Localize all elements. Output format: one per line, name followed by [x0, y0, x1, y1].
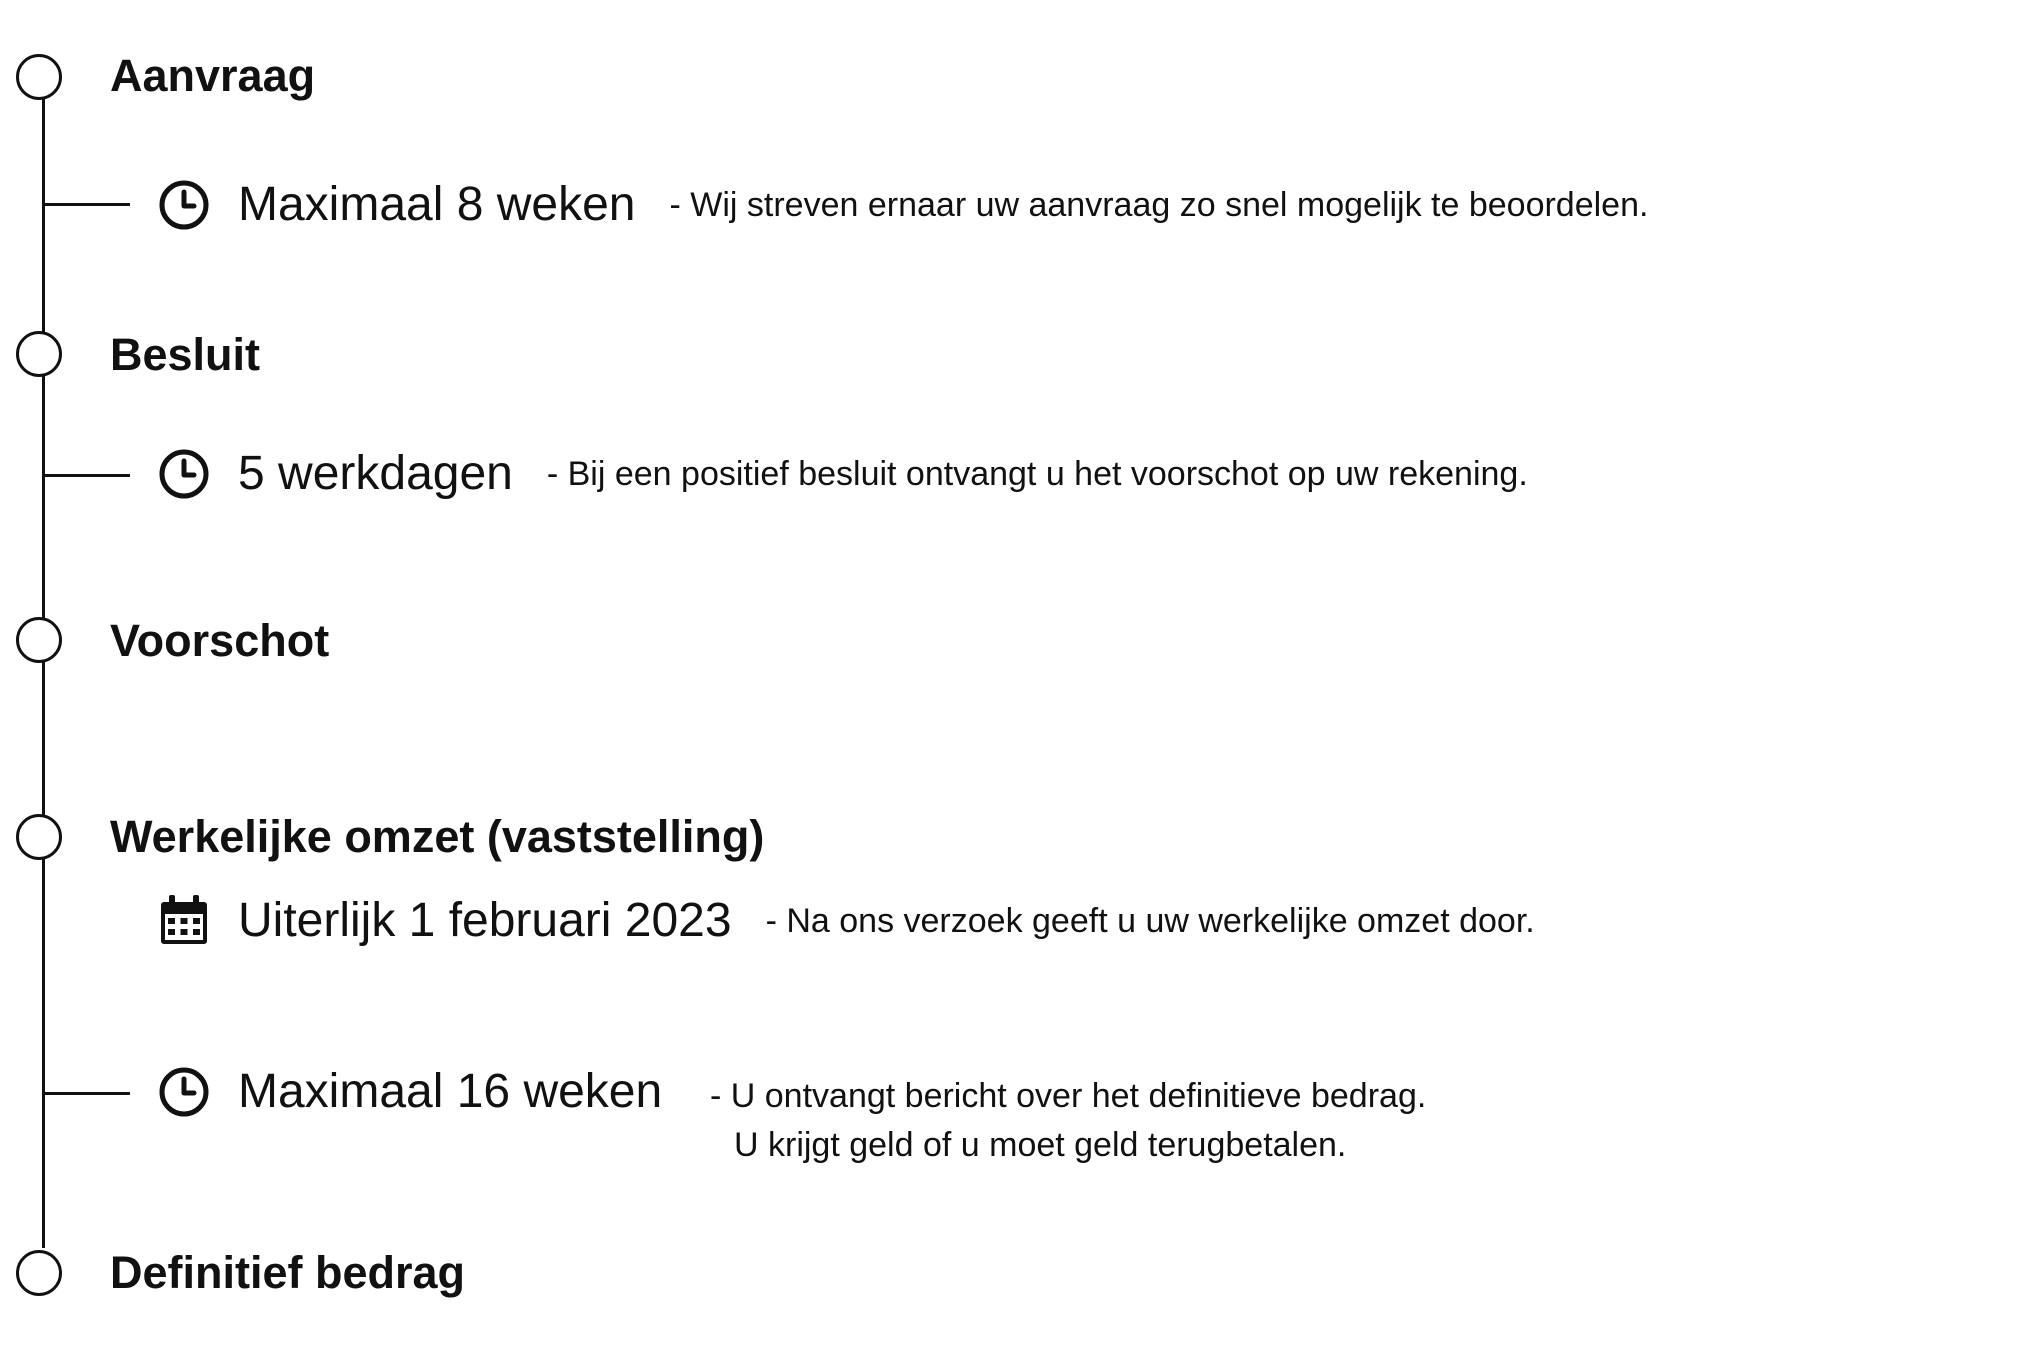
step-note-line: U krijgt geld of u moet geld terugbetalen.	[734, 1126, 1347, 1164]
step-row	[156, 444, 1528, 504]
calendar-icon	[156, 893, 212, 949]
step-duration: Maximaal 16 weken	[238, 1065, 663, 1118]
step-duration: 5 werkdagen	[238, 447, 513, 500]
milestone-label-definitief-bedrag: Definitief bedrag	[110, 1247, 466, 1298]
timeline-line	[42, 80, 45, 1248]
clock-icon	[156, 446, 212, 502]
milestone-node-besluit	[16, 331, 62, 377]
milestone-node-voorschot	[16, 617, 62, 663]
step-row	[156, 175, 1648, 235]
step-row	[156, 1062, 662, 1122]
step-connector	[44, 203, 130, 206]
step-connector	[44, 1092, 130, 1095]
milestone-label-besluit: Besluit	[110, 329, 261, 380]
step-duration: Uiterlijk 1 februari 2023	[238, 894, 732, 947]
milestone-label-werkelijke-omzet: Werkelijke omzet (vaststelling)	[110, 811, 765, 862]
milestone-node-werkelijke-omzet	[16, 814, 62, 860]
milestone-node-definitief-bedrag	[16, 1250, 62, 1296]
milestone-label-voorschot: Voorschot	[110, 615, 330, 666]
step-connector	[44, 474, 130, 477]
milestone-node-aanvraag	[16, 54, 62, 100]
milestone-label-aanvraag: Aanvraag	[110, 50, 316, 101]
step-duration: Maximaal 8 weken	[238, 178, 636, 231]
step-note-line: - U ontvangt bericht over het definitieve bedrag.	[710, 1077, 1427, 1115]
step-note	[710, 1072, 1426, 1170]
step-note: - Na ons verzoek geeft u uw werkelijke omzet door.	[765, 902, 1535, 940]
clock-icon	[156, 177, 212, 233]
clock-icon	[156, 1064, 212, 1120]
step-note: - Wij streven ernaar uw aanvraag zo snel mogelijk te beoordelen.	[669, 186, 1649, 224]
step-note: - Bij een positief besluit ontvangt u het voorschot op uw rekening.	[546, 455, 1528, 493]
step-row	[156, 891, 1535, 951]
